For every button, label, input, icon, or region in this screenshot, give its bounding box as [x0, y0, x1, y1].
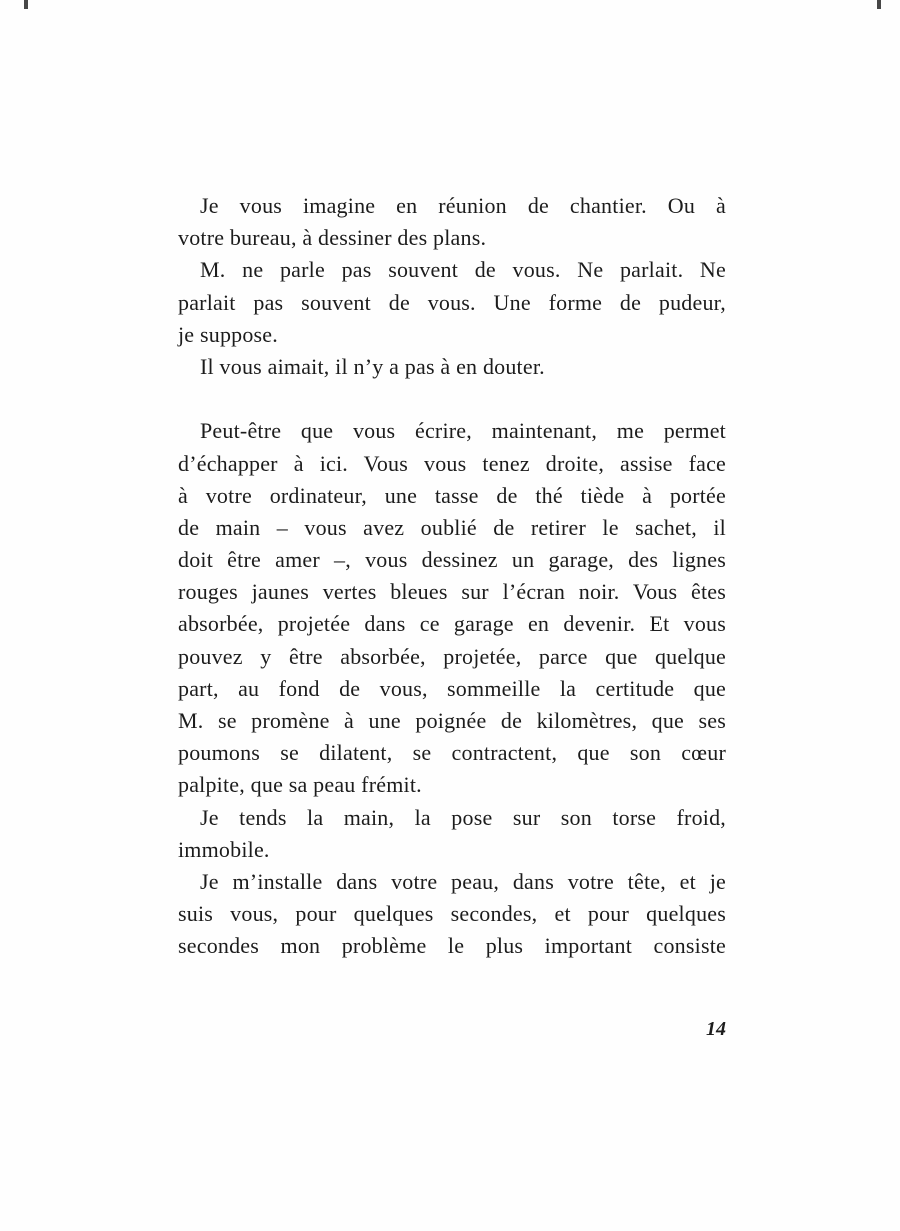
text-line: à votre ordinateur, une tasse de thé tiède à portée: [178, 482, 726, 508]
text-line: Il vous aimait, il n’y a pas à en douter.: [200, 353, 545, 379]
text-line: rouges jaunes vertes bleues sur l’écran noir. Vous êtes: [178, 579, 726, 605]
text-line: Je vous imagine en réunion de chantier. Ou à: [200, 193, 726, 218]
page-number: 14: [706, 1018, 726, 1040]
scan-artifact-top-left: [24, 0, 28, 9]
blank-line: [178, 383, 726, 415]
text-line: suis vous, pour quelques secondes, et pour quelques: [178, 901, 726, 927]
text-line: palpite, que sa peau frémit.: [178, 772, 422, 798]
text-line: M. ne parle pas souvent de vous. Ne parlait. Ne: [200, 257, 726, 283]
scan-artifact-top-right: [877, 0, 881, 9]
body-text: [178, 190, 726, 963]
text-line: Peut-être que vous écrire, maintenant, me permet: [200, 418, 726, 444]
text-line: votre bureau, à dessiner des plans.: [178, 225, 487, 251]
text-line: je suppose.: [178, 321, 278, 347]
text-line: de main – vous avez oublié de retirer le sachet, il: [178, 514, 726, 540]
text-line: immobile.: [178, 836, 270, 862]
text-line: Je m’installe dans votre peau, dans votre tête, et je: [200, 868, 726, 894]
text-line: Je tends la main, la pose sur son torse froid,: [200, 804, 726, 830]
text-line: d’échapper à ici. Vous vous tenez droite, assise face: [178, 450, 726, 476]
text-line: poumons se dilatent, se contractent, que son cœur: [178, 740, 726, 766]
text-line: parlait pas souvent de vous. Une forme de pudeur,: [178, 289, 726, 315]
text-line: absorbée, projetée dans ce garage en devenir. Et vous: [178, 611, 726, 637]
text-line: pouvez y être absorbée, projetée, parce que quelque: [178, 643, 726, 669]
text-line: part, au fond de vous, sommeille la certitude que: [178, 675, 726, 701]
text-line: secondes mon problème le plus important consiste: [178, 933, 726, 959]
text-line: doit être amer –, vous dessinez un garage, des lignes: [178, 547, 726, 573]
text-line: M. se promène à une poignée de kilomètres, que ses: [178, 708, 726, 733]
